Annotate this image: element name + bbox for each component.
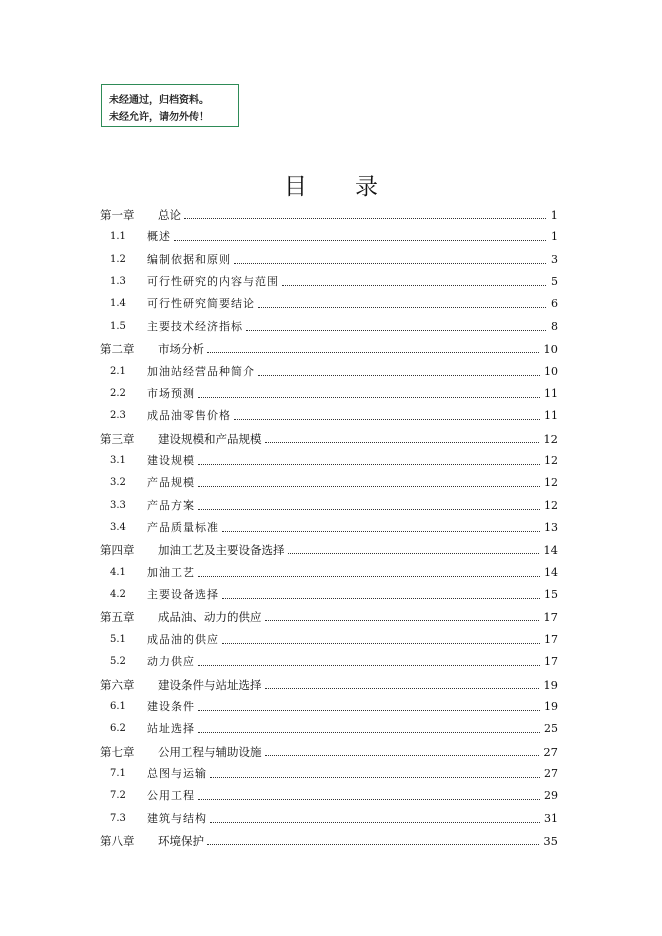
toc-entry-number: 4.1 (110, 566, 126, 578)
toc-entry-page: 12 (543, 431, 558, 446)
toc-entry-number: 2.1 (110, 365, 126, 377)
dot-leader (198, 485, 540, 487)
toc-entry-number: 1.2 (110, 253, 126, 265)
dot-leader (198, 798, 540, 800)
toc-entry-number: 第四章 (100, 543, 135, 558)
toc-entry-page: 12 (544, 476, 558, 490)
toc-entry-page: 1 (551, 230, 558, 244)
toc-entry-title: 成品油的供应 (147, 632, 219, 646)
toc-entry-page: 14 (544, 565, 558, 579)
toc-entry-number: 7.1 (110, 768, 126, 779)
toc-section-entry[interactable] (110, 249, 558, 267)
toc-entry-number: 第三章 (100, 431, 135, 446)
stamp-line-1: 未经通过，归档资料。 (109, 95, 209, 106)
toc-entry-number: 7.2 (110, 790, 126, 802)
toc-entry-page: 17 (544, 632, 558, 646)
toc-entry-page: 35 (543, 834, 558, 849)
toc-entry-number: 2.2 (110, 387, 126, 399)
dot-leader (222, 530, 540, 532)
toc-entry-number: 3.1 (110, 454, 126, 466)
toc-section-entry[interactable] (110, 226, 558, 244)
dot-leader (210, 776, 540, 778)
dot-leader (198, 575, 540, 577)
toc-entry-page: 25 (544, 722, 558, 736)
toc-section-entry[interactable] (110, 316, 558, 334)
toc-entry-title: 公用工程 (147, 789, 195, 803)
toc-section-entry[interactable] (110, 696, 558, 714)
dot-leader (222, 642, 540, 644)
toc-entry-title: 加油站经营品种简介 (147, 364, 255, 378)
toc-chapter-entry[interactable] (100, 204, 558, 222)
toc-section-entry[interactable] (110, 495, 558, 513)
toc-entry-title: 产品质量标准 (147, 521, 219, 535)
toc-entry-title: 编制依据和原则 (147, 252, 231, 266)
dot-leader (198, 508, 540, 510)
toc-entry-title: 主要设备选择 (147, 588, 219, 602)
dot-leader (234, 262, 546, 264)
toc-entry-page: 6 (551, 297, 558, 311)
toc-entry-number: 第五章 (100, 610, 135, 625)
toc-entry-title: 成品油、动力的供应 (158, 610, 262, 625)
toc-entry-page: 15 (544, 588, 558, 602)
toc-entry-number: 第二章 (100, 342, 135, 357)
toc-section-entry[interactable] (110, 763, 558, 781)
toc-title-char-2: 录 (355, 174, 378, 200)
dot-leader (246, 329, 546, 331)
toc-chapter-entry[interactable] (100, 674, 558, 692)
toc-entry-number: 1.5 (110, 320, 126, 332)
toc-entry-title: 加油工艺及主要设备选择 (158, 543, 285, 558)
dot-leader (265, 441, 540, 443)
toc-entry-title: 总论 (158, 208, 181, 222)
toc-entry-number: 6.2 (110, 723, 126, 735)
toc-entry-title: 公用工程与辅助设施 (158, 744, 262, 759)
dot-leader (265, 687, 540, 689)
toc-entry-title: 建设条件 (147, 699, 195, 713)
toc-entry-page: 12 (544, 453, 558, 467)
toc-section-entry[interactable] (110, 405, 558, 423)
toc-entry-number: 2.3 (110, 410, 126, 422)
toc-entry-number: 1.3 (110, 276, 126, 288)
toc-entry-page: 12 (544, 498, 558, 512)
dot-leader (288, 552, 540, 554)
toc-chapter-entry[interactable] (100, 741, 558, 759)
toc-section-entry[interactable] (110, 651, 558, 669)
stamp-line-2: 未经允许，请勿外传！ (109, 112, 209, 123)
toc-entry-title: 市场分析 (158, 342, 204, 357)
toc-entry-number: 6.1 (110, 700, 126, 712)
toc-section-entry[interactable] (110, 450, 558, 468)
toc-section-entry[interactable] (110, 785, 558, 803)
toc-entry-title: 建筑与结构 (147, 811, 207, 825)
toc-entry-title: 可行性研究简要结论 (147, 297, 255, 311)
dot-leader (198, 731, 540, 733)
toc-entry-title: 成品油零售价格 (147, 409, 231, 423)
toc-entry-number: 第七章 (100, 744, 135, 759)
dot-leader (265, 619, 540, 621)
toc-entry-page: 8 (551, 319, 558, 333)
toc-entry-title: 加油工艺 (147, 565, 195, 579)
toc-title-char-1: 目 (284, 174, 307, 200)
confidential-stamp (101, 84, 239, 127)
toc-entry-number: 第八章 (100, 834, 135, 849)
dot-leader (207, 351, 539, 353)
toc-entry-number: 7.3 (110, 812, 126, 824)
dot-leader (258, 374, 540, 376)
toc-entry-title: 产品规模 (147, 476, 195, 490)
dot-leader (210, 821, 540, 823)
toc-entry-page: 3 (551, 252, 558, 266)
toc-entry-title: 市场预测 (147, 386, 195, 400)
toc-entry-number: 3.2 (110, 477, 126, 489)
toc-entry-page: 31 (544, 811, 558, 825)
toc-section-entry[interactable] (110, 562, 558, 580)
toc-entry-page: 29 (544, 789, 558, 803)
toc-entry-number: 5.2 (110, 656, 126, 668)
toc-entry-title: 可行性研究的内容与范围 (147, 275, 279, 289)
toc-entry-page: 1 (550, 208, 558, 222)
dot-leader (198, 664, 540, 666)
toc-section-entry[interactable] (110, 293, 558, 311)
toc-entry-number: 1.4 (110, 298, 126, 310)
dot-leader (222, 597, 540, 599)
toc-entry-page: 27 (543, 744, 558, 759)
toc-entry-title: 建设条件与站址选择 (158, 677, 262, 692)
dot-leader (184, 217, 546, 219)
toc-entry-number: 5.1 (110, 633, 126, 645)
toc-section-entry[interactable] (110, 361, 558, 379)
dot-leader (198, 463, 540, 465)
toc-section-entry[interactable] (110, 472, 558, 490)
toc-section-entry[interactable] (110, 383, 558, 401)
toc-entry-title: 环境保护 (158, 834, 204, 849)
toc-entry-page: 13 (544, 521, 558, 535)
toc-entry-page: 14 (543, 543, 558, 558)
toc-chapter-entry[interactable] (100, 428, 558, 446)
toc-entry-title: 主要技术经济指标 (147, 319, 243, 333)
dot-leader (198, 396, 540, 398)
toc-entry-page: 10 (543, 342, 558, 357)
toc-entry-page: 19 (543, 677, 558, 692)
toc-section-entry[interactable] (110, 584, 558, 602)
toc-section-entry[interactable] (110, 808, 558, 826)
toc-title (0, 168, 662, 201)
toc-entry-title: 建设规模和产品规模 (158, 431, 262, 446)
toc-entry-title: 建设规模 (147, 453, 195, 467)
toc-entry-page: 17 (544, 655, 558, 669)
toc-section-entry[interactable] (110, 718, 558, 736)
toc-entry-page: 11 (544, 386, 558, 400)
dot-leader (174, 239, 546, 241)
toc-chapter-entry[interactable] (100, 338, 558, 356)
toc-chapter-entry[interactable] (100, 539, 558, 557)
toc-section-entry[interactable] (110, 271, 558, 289)
toc-entry-title: 总图与运输 (147, 767, 207, 780)
dot-leader (198, 709, 540, 711)
toc-section-entry[interactable] (110, 517, 558, 535)
toc-entry-page: 5 (551, 275, 558, 289)
toc-entry-number: 3.4 (110, 522, 126, 534)
dot-leader (207, 843, 539, 845)
toc-entry-title: 站址选择 (147, 722, 195, 736)
toc-entry-title: 动力供应 (147, 655, 195, 669)
toc-entry-number: 第一章 (100, 208, 135, 222)
toc-chapter-entry[interactable] (100, 606, 558, 624)
toc-entry-title: 概述 (147, 230, 171, 244)
toc-entry-number: 4.2 (110, 589, 126, 601)
toc-entry-page: 17 (543, 610, 558, 625)
toc-entry-number: 第六章 (100, 677, 135, 692)
toc-section-entry[interactable] (110, 629, 558, 647)
toc-entry-page: 11 (544, 409, 558, 423)
toc-entry-number: 1.1 (110, 231, 126, 243)
toc-entry-page: 10 (544, 364, 558, 378)
dot-leader (234, 418, 540, 420)
toc-entry-title: 产品方案 (147, 498, 195, 512)
dot-leader (282, 284, 546, 286)
toc-entry-page: 27 (544, 767, 558, 780)
dot-leader (258, 306, 546, 308)
toc-entry-page: 19 (544, 699, 558, 713)
toc-chapter-entry[interactable] (100, 830, 558, 848)
toc-entry-number: 3.3 (110, 499, 126, 511)
dot-leader (265, 754, 540, 756)
